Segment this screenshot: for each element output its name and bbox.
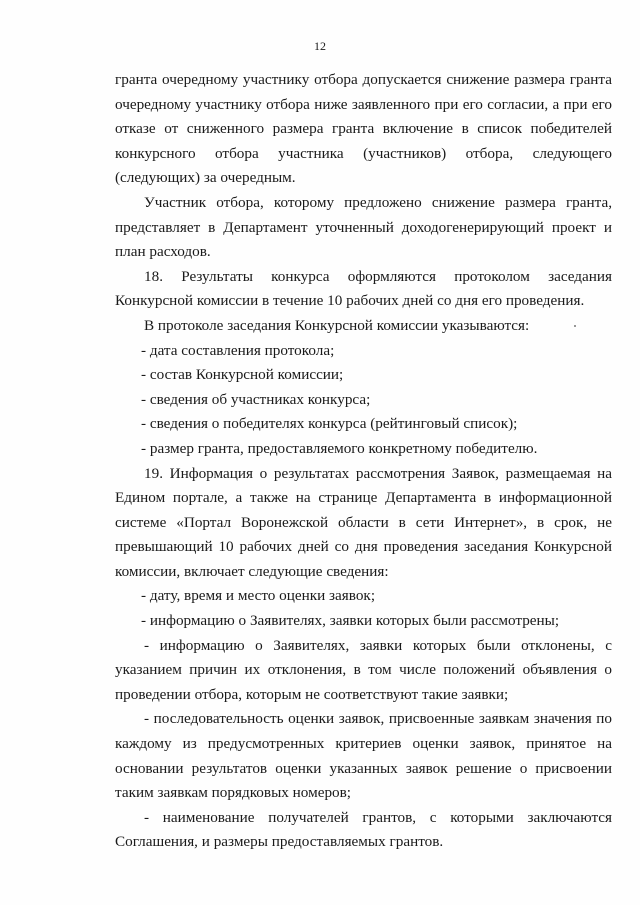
list-item-reviewed-applicants: - информацию о Заявителях, заявки которых были рассмотрены;	[141, 612, 560, 630]
list-item-rejected-applicants: - информацию о Заявителях, заявки которых были отклонены, с указанием причин их отклонения, в том числе положений объявления о проведении отбора, которым не соответствуют такие заявки;	[115, 636, 612, 703]
paragraph-item-19: 19. Информация о результатах рассмотрения Заявок, размещаемая на Едином портале, а также на странице Департамента в информационной системе «Портал Воронежской области в сети Интернет», в срок, не превышающий 10 рабочих дней со дня проведения заседания Конкурсной комиссии, включает следующие сведения:	[115, 464, 612, 580]
paragraph-item-18: 18. Результаты конкурса оформляются протоколом заседания Конкурсной комиссии в течение 10 рабочих дней со дня его проведения.	[115, 267, 612, 310]
list-item-grant-recipients: - наименование получателей грантов, с которыми заключаются Соглашения, и размеры предоставляемых грантов.	[115, 808, 612, 851]
paragraph-protocol-contents: В протоколе заседания Конкурсной комиссии указываются:	[144, 316, 530, 334]
document-body	[115, 68, 612, 855]
list-item-protocol-date: - дата составления протокола;	[141, 341, 335, 359]
list-item-evaluation-sequence: - последовательность оценки заявок, присвоенные заявкам значения по каждому из предусмотренных критериев оценки заявок, принятое на основании результатов оценки указанных заявок решение о присвоении таким заявкам порядковых номеров;	[115, 710, 612, 802]
list-item-winners-info: - сведения о победителях конкурса (рейтинговый список);	[141, 415, 518, 433]
list-item-grant-amount: - размер гранта, предоставляемого конкретному победителю.	[141, 439, 538, 457]
list-item-evaluation-date: - дату, время и место оценки заявок;	[141, 587, 376, 605]
paragraph-grant-reduction: гранта очередному участнику отбора допускается снижение размера гранта очередному участнику отбора ниже заявленного при его согласии, а при его отказе от сниженного размера гранта включение в список победителей конкурсного отбора участника (участников) отбора, следующего (следующих) за очередным.	[115, 71, 612, 187]
page-number: 12	[314, 39, 326, 53]
list-item-participants-info: - сведения об участниках конкурса;	[141, 390, 371, 408]
list-item-commission-composition: - состав Конкурсной комиссии;	[141, 366, 344, 384]
paragraph-participant-submits: Участник отбора, которому предложено снижение размера гранта, представляет в Департамент уточненный доходогенерирующий проект и план расходов.	[115, 193, 612, 261]
scan-speck	[574, 325, 576, 327]
